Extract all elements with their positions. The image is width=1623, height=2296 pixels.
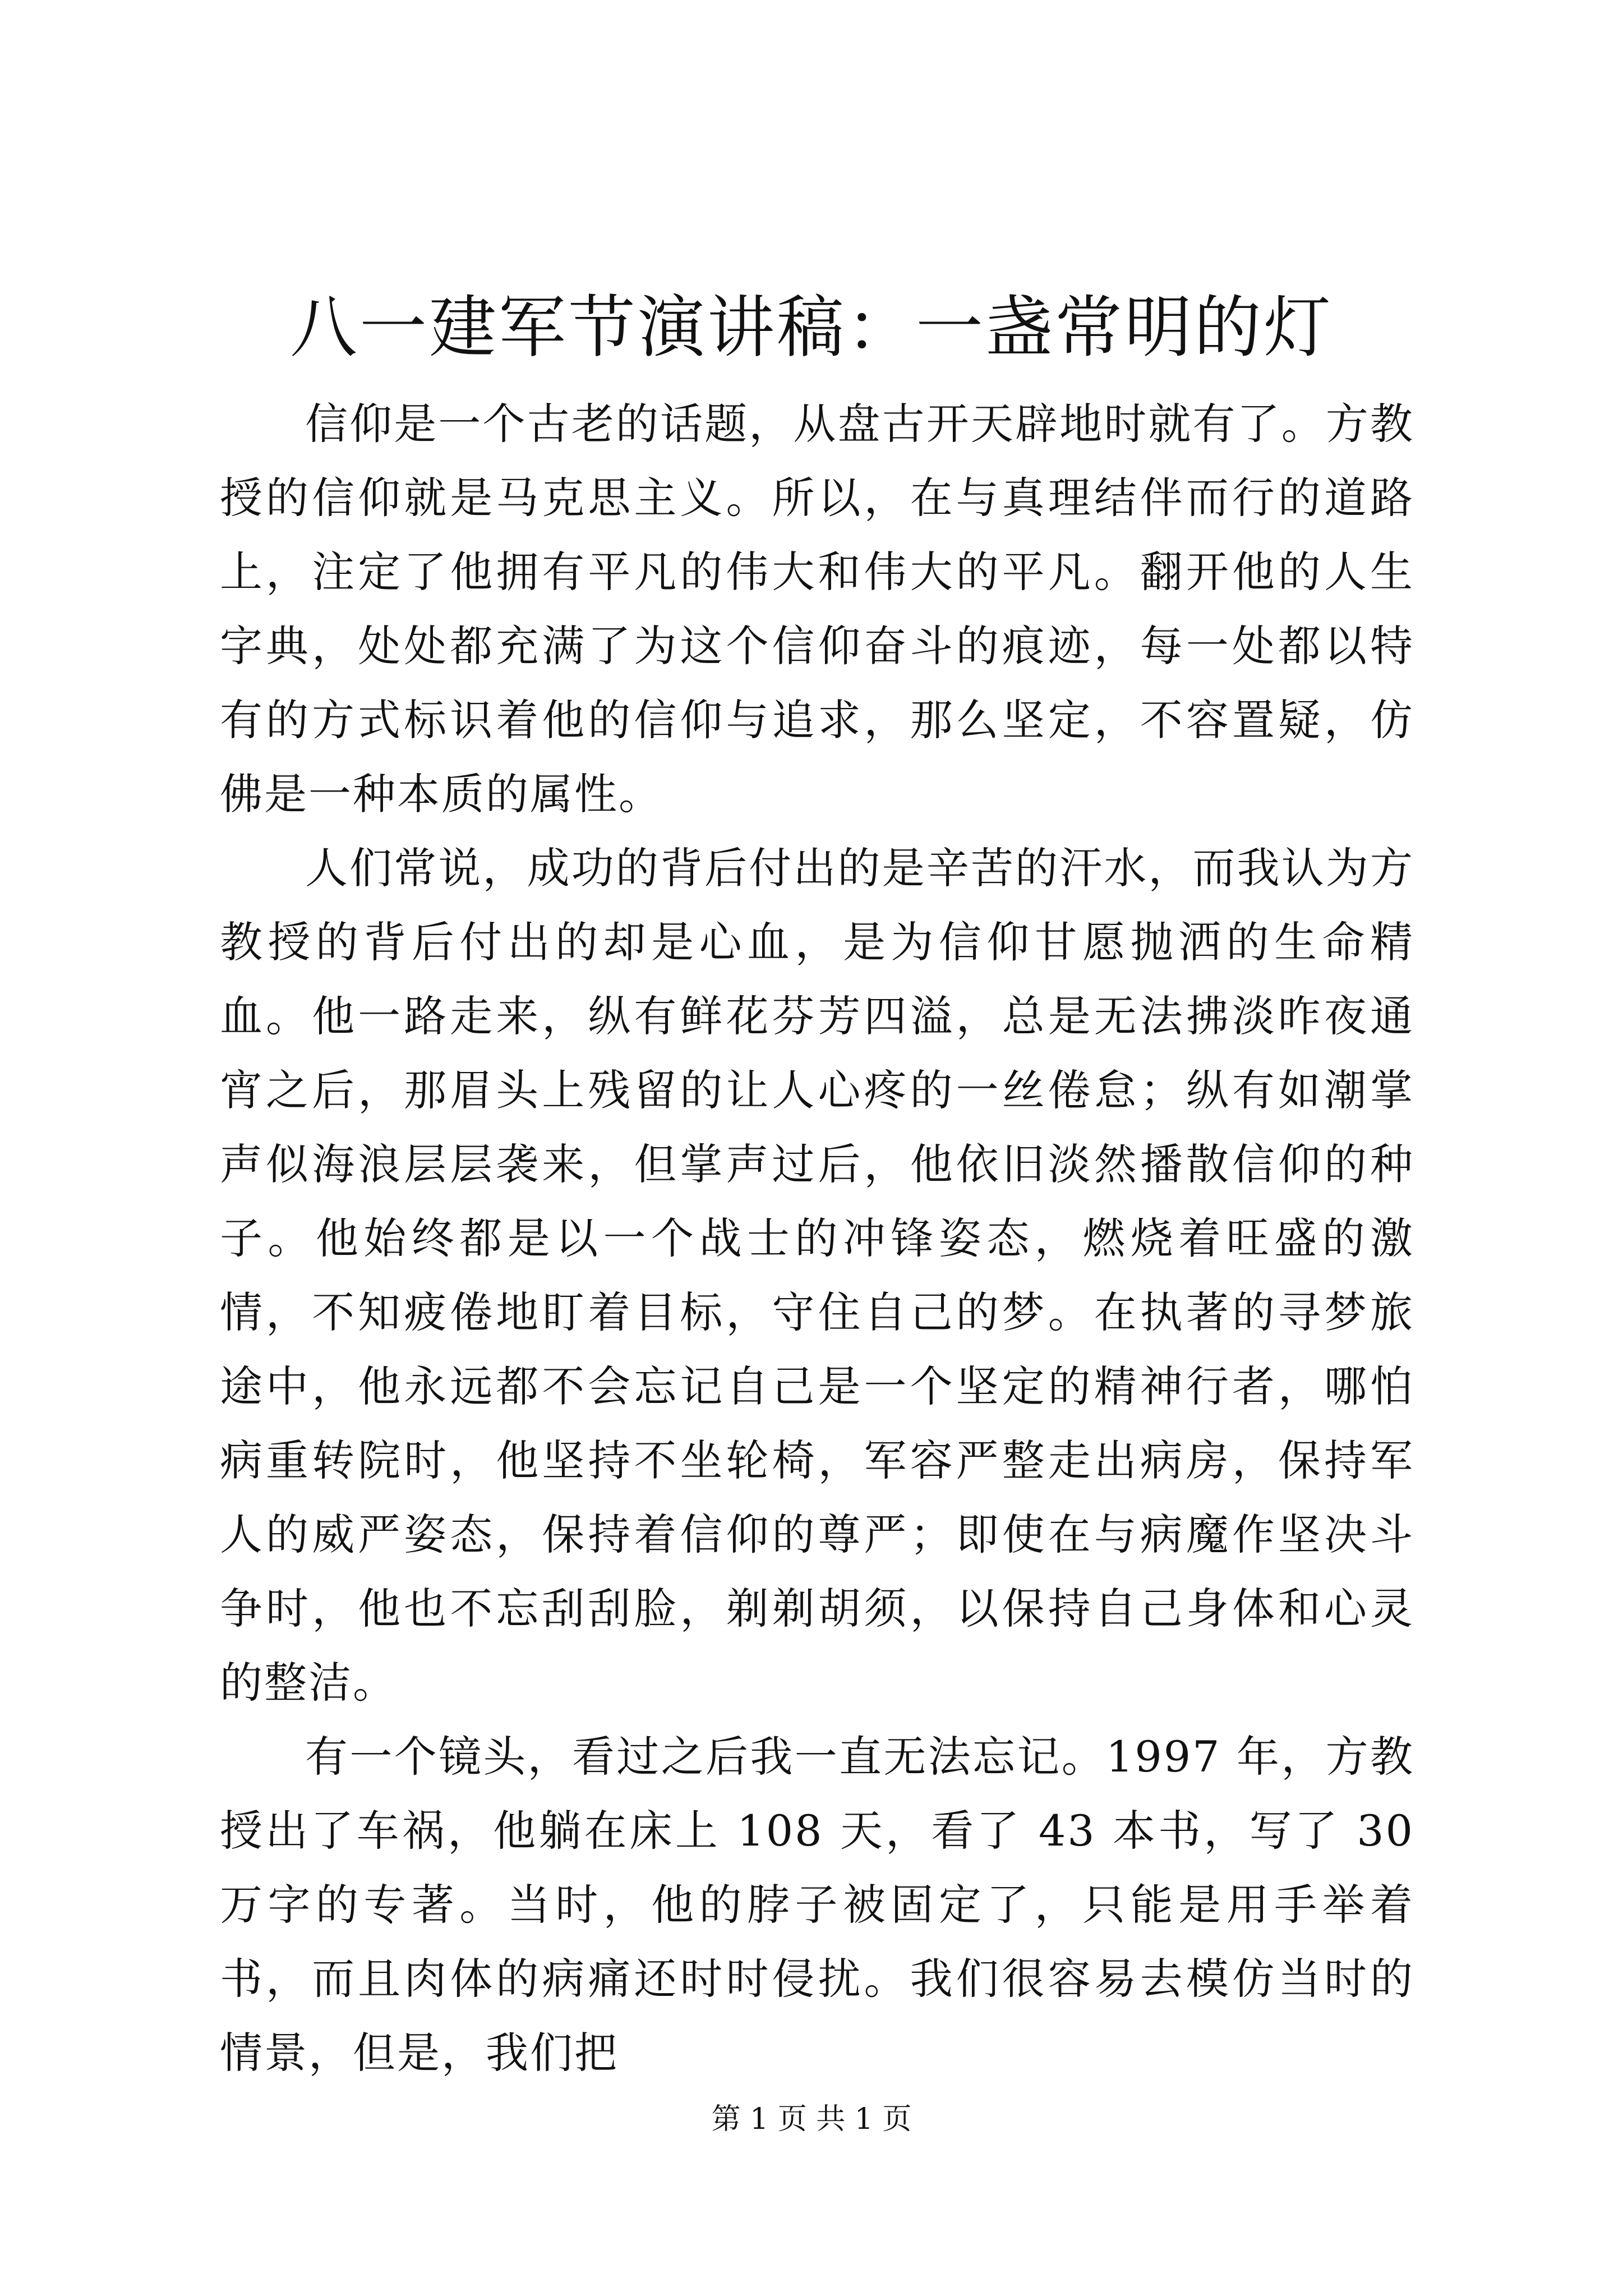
page-footer	[0, 2101, 1623, 2137]
paragraph: 人们常说，成功的背后付出的是辛苦的汗水，而我认为方教授的背后付出的却是心血，是为信仰甘愿抛洒的生命精血。他一路走来，纵有鲜花芬芳四溢，总是无法拂淡昨夜通宵之后，那眉头上残留的让人心疼的一丝倦怠；纵有如潮掌声似海浪层层袭来，但掌声过后，他依旧淡然播散信仰的种子。他始终都是以一个战士的冲锋姿态，燃烧着旺盛的激情，不知疲倦地盯着目标，守住自己的梦。在执著的寻梦旅途中，他永远都不会忘记自己是一个坚定的精神行者，哪怕病重转院时，他坚持不坐轮椅，军容严整走出病房，保持军人的威严姿态，保持着信仰的尊严；即使在与病魔作坚决斗争时，他也不忘刮刮脸，剃剃胡须，以保持自己身体和心灵的整洁。	[220, 843, 1414, 1708]
paragraph: 信仰是一个古老的话题，从盘古开天辟地时就有了。方教授的信仰就是马克思主义。所以，在与真理结伴而行的道路上，注定了他拥有平凡的伟大和伟大的平凡。翻开他的人生字典，处处都充满了为这个信仰奋斗的痕迹，每一处都以特有的方式标识着他的信仰与追求，那么坚定，不容置疑，仿佛是一种本质的属性。	[220, 399, 1414, 819]
document-body	[220, 387, 1414, 2090]
document-title: 八一建军节演讲稿：一盏常明的灯	[290, 289, 1333, 367]
page-number: 第 1 页 共 1 页	[711, 2102, 912, 2136]
paragraph: 有一个镜头，看过之后我一直无法忘记。1997 年，方教授出了车祸，他躺在床上 108 天，看了 43 本书，写了 30 万字的专著。当时，他的脖子被固定了，只能是用手举着书，而且肉体的病痛还时时侵扰。我们很容易去模仿当时的情景，但是，我们把	[220, 1732, 1414, 2078]
